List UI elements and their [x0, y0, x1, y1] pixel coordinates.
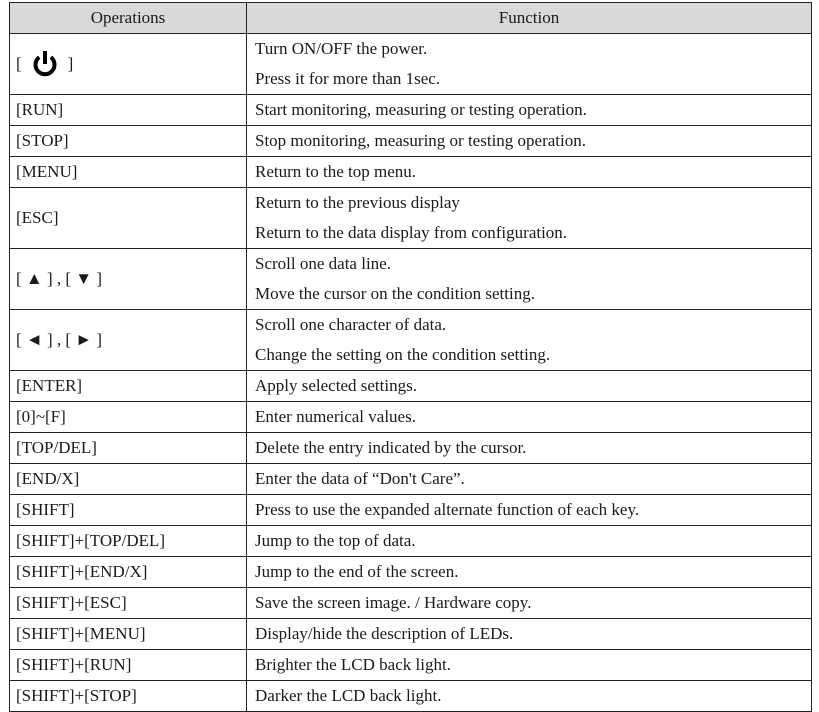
function-cell: Move the cursor on the condition setting.: [247, 279, 812, 310]
table-row: [10, 433, 812, 464]
table-row: [10, 588, 812, 619]
table-row: [10, 681, 812, 712]
operation-cell: [SHIFT]+[END/X]: [10, 557, 247, 588]
function-header: Function: [247, 3, 812, 34]
function-cell: Enter the data of “Don't Care”.: [247, 464, 812, 495]
table-row: [10, 619, 812, 650]
function-cell: Return to the top menu.: [247, 157, 812, 188]
function-cell: Apply selected settings.: [247, 371, 812, 402]
table-row-power: [10, 34, 812, 65]
function-cell: Scroll one data line.: [247, 249, 812, 280]
function-cell: Jump to the end of the screen.: [247, 557, 812, 588]
function-cell: Save the screen image. / Hardware copy.: [247, 588, 812, 619]
table-body: [10, 34, 812, 712]
function-cell: Return to the previous display: [247, 188, 812, 219]
table-row: [10, 650, 812, 681]
table-row: [10, 157, 812, 188]
operation-cell: [SHIFT]+[TOP/DEL]: [10, 526, 247, 557]
operation-cell: [STOP]: [10, 126, 247, 157]
function-cell: Brighter the LCD back light.: [247, 650, 812, 681]
operation-cell: [MENU]: [10, 157, 247, 188]
function-cell: Return to the data display from configuration.: [247, 218, 812, 249]
operations-table: [9, 2, 812, 712]
operation-cell: [SHIFT]+[STOP]: [10, 681, 247, 712]
operation-cell: [TOP/DEL]: [10, 433, 247, 464]
operation-cell: [ ▲ ] , [ ▼ ]: [10, 249, 247, 310]
operation-cell: [SHIFT]: [10, 495, 247, 526]
operation-cell: [SHIFT]+[ESC]: [10, 588, 247, 619]
operation-cell: [END/X]: [10, 464, 247, 495]
function-cell: Start monitoring, measuring or testing operation.: [247, 95, 812, 126]
table-row: [10, 526, 812, 557]
power-icon: [30, 49, 60, 79]
table-row: [10, 126, 812, 157]
bracket-close: ]: [67, 54, 74, 73]
table-row: [10, 495, 812, 526]
table-row: [10, 464, 812, 495]
function-cell: Display/hide the description of LEDs.: [247, 619, 812, 650]
bracket-open: [: [16, 54, 22, 73]
function-cell: Delete the entry indicated by the cursor.: [247, 433, 812, 464]
function-cell: Scroll one character of data.: [247, 310, 812, 341]
table-row: [10, 95, 812, 126]
function-cell: Turn ON/OFF the power.: [247, 34, 812, 65]
operations-header: Operations: [10, 3, 247, 34]
table-header-row: [10, 3, 812, 34]
function-cell: Press it for more than 1sec.: [247, 64, 812, 95]
operation-cell-power: [10, 34, 247, 95]
operation-cell: [ENTER]: [10, 371, 247, 402]
operation-cell: [SHIFT]+[MENU]: [10, 619, 247, 650]
function-cell: Enter numerical values.: [247, 402, 812, 433]
operation-cell: [ ◄ ] , [ ► ]: [10, 310, 247, 371]
operation-cell: [ESC]: [10, 188, 247, 249]
table-row: [10, 557, 812, 588]
operation-cell: [RUN]: [10, 95, 247, 126]
operation-cell: [SHIFT]+[RUN]: [10, 650, 247, 681]
operation-cell: [0]~[F]: [10, 402, 247, 433]
function-cell: Jump to the top of data.: [247, 526, 812, 557]
table-row: [10, 371, 812, 402]
table-row: [10, 249, 812, 280]
function-cell: Press to use the expanded alternate function of each key.: [247, 495, 812, 526]
table-row: [10, 310, 812, 341]
function-cell: Stop monitoring, measuring or testing operation.: [247, 126, 812, 157]
function-cell: Change the setting on the condition setting.: [247, 340, 812, 371]
table-row: [10, 402, 812, 433]
function-cell: Darker the LCD back light.: [247, 681, 812, 712]
table-row: [10, 188, 812, 219]
